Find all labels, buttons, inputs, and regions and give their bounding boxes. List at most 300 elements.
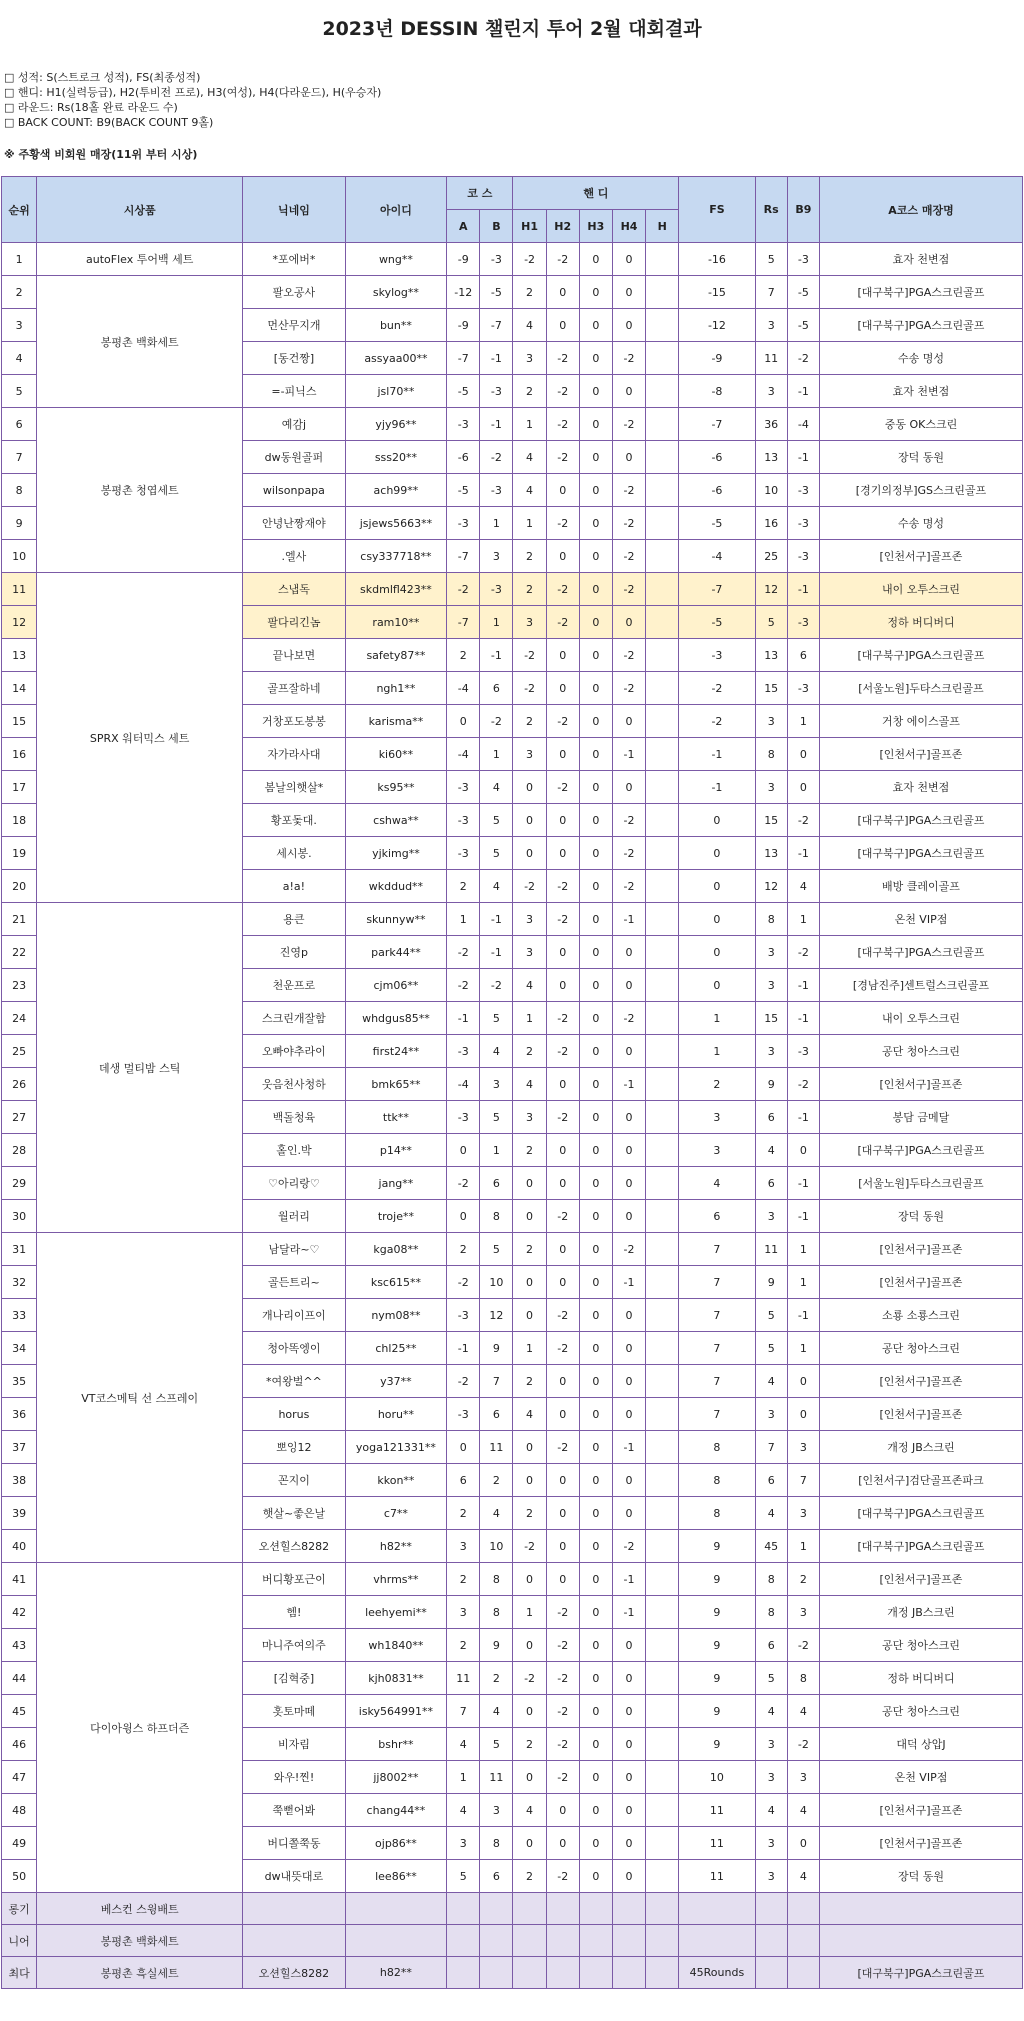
award-row — [2, 1925, 1023, 1957]
rs-cell: 3 — [755, 375, 787, 408]
award-row — [2, 1893, 1023, 1925]
award-empty-cell — [480, 1957, 513, 1989]
b9-cell: 1 — [787, 1332, 819, 1365]
fs-cell: 0 — [679, 969, 755, 1002]
h2-cell: 0 — [546, 540, 579, 573]
nickname-cell: 버디쫄쭉동 — [243, 1827, 346, 1860]
h1-cell: 0 — [513, 1299, 546, 1332]
award-nickname-cell — [243, 1925, 346, 1957]
rs-cell: 4 — [755, 1695, 787, 1728]
h2-cell: -2 — [546, 507, 579, 540]
b9-cell: 3 — [787, 1497, 819, 1530]
rs-cell: 5 — [755, 1332, 787, 1365]
store-cell: [서울노원]두타스크린골프 — [819, 672, 1022, 705]
h-cell — [646, 1761, 679, 1794]
h-cell — [646, 573, 679, 606]
h4-cell: -2 — [612, 474, 645, 507]
h-cell — [646, 804, 679, 837]
a-cell: -5 — [447, 474, 480, 507]
h3-cell: 0 — [579, 936, 612, 969]
award-empty-cell — [579, 1925, 612, 1957]
h1-cell: 2 — [513, 1035, 546, 1068]
legend-handicap: □ 핸디: H1(실력등급), H2(투비전 프로), H3(여성), H4(다라운드), H(우승자) — [4, 86, 382, 99]
fs-cell: 7 — [679, 1299, 755, 1332]
user-id-cell: ks95** — [345, 771, 446, 804]
a-cell: 7 — [447, 1695, 480, 1728]
h3-cell: 0 — [579, 1761, 612, 1794]
b-cell: -3 — [480, 474, 513, 507]
h3-cell: 0 — [579, 1662, 612, 1695]
h2-cell: -2 — [546, 1860, 579, 1893]
h3-cell: 0 — [579, 1068, 612, 1101]
h1-cell: 4 — [513, 1794, 546, 1827]
nickname-cell: 황포돛대. — [243, 804, 346, 837]
table-row — [2, 243, 1023, 276]
user-id-cell: leehyemi** — [345, 1596, 446, 1629]
nickname-cell: 예감j — [243, 408, 346, 441]
nickname-cell: 꼰지이 — [243, 1464, 346, 1497]
b-cell: 6 — [480, 1860, 513, 1893]
rank-cell: 9 — [2, 507, 37, 540]
user-id-cell: whdgus85** — [345, 1002, 446, 1035]
h2-cell: -2 — [546, 1662, 579, 1695]
rank-cell: 31 — [2, 1233, 37, 1266]
h4-cell: -2 — [612, 639, 645, 672]
h1-cell: 0 — [513, 837, 546, 870]
user-id-cell: ram10** — [345, 606, 446, 639]
a-cell: 2 — [447, 1497, 480, 1530]
h3-cell: 0 — [579, 1629, 612, 1662]
user-id-cell: skylog** — [345, 276, 446, 309]
h4-cell: 0 — [612, 1695, 645, 1728]
award-store-cell — [819, 1893, 1022, 1925]
a-cell: -7 — [447, 342, 480, 375]
rs-cell: 3 — [755, 1035, 787, 1068]
h3-cell: 0 — [579, 1794, 612, 1827]
h3-cell: 0 — [579, 1563, 612, 1596]
h2-cell: 0 — [546, 1530, 579, 1563]
rank-cell: 29 — [2, 1167, 37, 1200]
h4-cell: 0 — [612, 606, 645, 639]
h2-cell: 0 — [546, 1827, 579, 1860]
h3-cell: 0 — [579, 1233, 612, 1266]
award-user-id-cell — [345, 1925, 446, 1957]
user-id-cell: yjy96** — [345, 408, 446, 441]
a-cell: -2 — [447, 573, 480, 606]
rs-cell: 7 — [755, 276, 787, 309]
store-cell: [인천서구]검단골프존파크 — [819, 1464, 1022, 1497]
h-cell — [646, 1431, 679, 1464]
b9-cell: -2 — [787, 804, 819, 837]
b9-cell: -3 — [787, 474, 819, 507]
nickname-cell: 먼산무지개 — [243, 309, 346, 342]
store-cell: 소룡 소룡스크린 — [819, 1299, 1022, 1332]
award-empty-cell — [447, 1893, 480, 1925]
rs-cell: 3 — [755, 771, 787, 804]
award-empty-cell — [480, 1893, 513, 1925]
h4-cell: 0 — [612, 1662, 645, 1695]
user-id-cell: wh1840** — [345, 1629, 446, 1662]
a-cell: 6 — [447, 1464, 480, 1497]
a-cell: 2 — [447, 1629, 480, 1662]
a-cell: 1 — [447, 1761, 480, 1794]
rank-cell: 7 — [2, 441, 37, 474]
a-cell: 1 — [447, 903, 480, 936]
a-cell: -1 — [447, 1332, 480, 1365]
fs-cell: -15 — [679, 276, 755, 309]
h3-cell: 0 — [579, 1200, 612, 1233]
h1-cell: 0 — [513, 1695, 546, 1728]
h4-cell: -1 — [612, 1266, 645, 1299]
h4-cell: -2 — [612, 408, 645, 441]
b-cell: 5 — [480, 1002, 513, 1035]
table-row — [2, 1233, 1023, 1266]
b-cell: 5 — [480, 1233, 513, 1266]
h2-cell: -2 — [546, 1728, 579, 1761]
h4-cell: -1 — [612, 1563, 645, 1596]
user-id-cell: safety87** — [345, 639, 446, 672]
h2-cell: -2 — [546, 1101, 579, 1134]
a-cell: -4 — [447, 1068, 480, 1101]
prize-cell: 데생 멀티밤 스틱 — [37, 903, 243, 1233]
rs-cell: 3 — [755, 705, 787, 738]
user-id-cell: cshwa** — [345, 804, 446, 837]
rank-cell: 32 — [2, 1266, 37, 1299]
header-course: 코 스 — [447, 177, 513, 210]
store-cell: [인천서구]골프존 — [819, 1266, 1022, 1299]
h1-cell: 0 — [513, 1563, 546, 1596]
user-id-cell: c7** — [345, 1497, 446, 1530]
h4-cell: 0 — [612, 375, 645, 408]
b9-cell: 0 — [787, 1365, 819, 1398]
h4-cell: -2 — [612, 837, 645, 870]
nickname-cell: 팔다리긴놈 — [243, 606, 346, 639]
h4-cell: -2 — [612, 573, 645, 606]
h-cell — [646, 1497, 679, 1530]
award-label-cell: 니어 — [2, 1925, 37, 1957]
h2-cell: 0 — [546, 969, 579, 1002]
b-cell: -7 — [480, 309, 513, 342]
b9-cell: 0 — [787, 1134, 819, 1167]
b-cell: 8 — [480, 1596, 513, 1629]
b9-cell: 1 — [787, 903, 819, 936]
award-label-cell: 최다 — [2, 1957, 37, 1989]
h4-cell: 0 — [612, 1299, 645, 1332]
h1-cell: 1 — [513, 1002, 546, 1035]
rs-cell: 4 — [755, 1794, 787, 1827]
b9-cell: -2 — [787, 1728, 819, 1761]
b-cell: 8 — [480, 1563, 513, 1596]
nickname-cell: 버디황포근이 — [243, 1563, 346, 1596]
rs-cell: 13 — [755, 837, 787, 870]
fs-cell: 10 — [679, 1761, 755, 1794]
h2-cell: -2 — [546, 375, 579, 408]
a-cell: -3 — [447, 408, 480, 441]
fs-cell: 7 — [679, 1233, 755, 1266]
h3-cell: 0 — [579, 243, 612, 276]
h3-cell: 0 — [579, 1167, 612, 1200]
user-id-cell: csy337718** — [345, 540, 446, 573]
store-cell: [대구북구]PGA스크린골프 — [819, 837, 1022, 870]
a-cell: -2 — [447, 1167, 480, 1200]
b-cell: 5 — [480, 1728, 513, 1761]
nickname-cell: .엘사 — [243, 540, 346, 573]
store-cell: 온천 VIP점 — [819, 1761, 1022, 1794]
rank-cell: 50 — [2, 1860, 37, 1893]
a-cell: -7 — [447, 540, 480, 573]
fs-cell: 0 — [679, 837, 755, 870]
h1-cell: 1 — [513, 507, 546, 540]
award-empty-cell — [755, 1893, 787, 1925]
award-empty-cell — [646, 1893, 679, 1925]
h3-cell: 0 — [579, 606, 612, 639]
h-cell — [646, 1266, 679, 1299]
b9-cell: -1 — [787, 573, 819, 606]
b-cell: 10 — [480, 1530, 513, 1563]
h-cell — [646, 639, 679, 672]
award-prize-cell: 베스컨 스윙배트 — [37, 1893, 243, 1925]
b9-cell: -3 — [787, 672, 819, 705]
h4-cell: 0 — [612, 1035, 645, 1068]
a-cell: -5 — [447, 375, 480, 408]
user-id-cell: cjm06** — [345, 969, 446, 1002]
h2-cell: -2 — [546, 606, 579, 639]
nickname-cell: dw동원골퍼 — [243, 441, 346, 474]
nickname-cell: 개나리이프이 — [243, 1299, 346, 1332]
h-cell — [646, 1200, 679, 1233]
user-id-cell: assyaa00** — [345, 342, 446, 375]
award-row — [2, 1957, 1023, 1989]
b9-cell: -1 — [787, 375, 819, 408]
rank-cell: 48 — [2, 1794, 37, 1827]
h4-cell: 0 — [612, 1794, 645, 1827]
b-cell: 6 — [480, 672, 513, 705]
award-empty-cell — [579, 1957, 612, 1989]
rank-cell: 10 — [2, 540, 37, 573]
rank-cell: 15 — [2, 705, 37, 738]
nickname-cell: 홋토마떼 — [243, 1695, 346, 1728]
h2-cell: -2 — [546, 705, 579, 738]
h1-cell: 2 — [513, 1860, 546, 1893]
user-id-cell: skunnyw** — [345, 903, 446, 936]
nickname-cell: [김혁중] — [243, 1662, 346, 1695]
b-cell: 10 — [480, 1266, 513, 1299]
user-id-cell: sss20** — [345, 441, 446, 474]
h4-cell: 0 — [612, 1827, 645, 1860]
rank-cell: 43 — [2, 1629, 37, 1662]
rs-cell: 15 — [755, 672, 787, 705]
b-cell: 2 — [480, 1464, 513, 1497]
a-cell: 5 — [447, 1860, 480, 1893]
nickname-cell: 와우!찐! — [243, 1761, 346, 1794]
store-cell: 정하 버디버디 — [819, 1662, 1022, 1695]
user-id-cell: kkon** — [345, 1464, 446, 1497]
fs-cell: 0 — [679, 870, 755, 903]
b9-cell: 8 — [787, 1662, 819, 1695]
b9-cell: -1 — [787, 1200, 819, 1233]
h-cell — [646, 375, 679, 408]
b9-cell: 0 — [787, 1398, 819, 1431]
h4-cell: 0 — [612, 969, 645, 1002]
h2-cell: -2 — [546, 408, 579, 441]
store-cell: [경기의정부]GS스크린골프 — [819, 474, 1022, 507]
nickname-cell: 스크린개잘함 — [243, 1002, 346, 1035]
rs-cell: 6 — [755, 1629, 787, 1662]
rank-cell: 39 — [2, 1497, 37, 1530]
h1-cell: 1 — [513, 1332, 546, 1365]
header-h2: H2 — [546, 210, 579, 243]
award-nickname-cell: 오션힐스8282 — [243, 1957, 346, 1989]
store-cell: [대구북구]PGA스크린골프 — [819, 804, 1022, 837]
h-cell — [646, 606, 679, 639]
rs-cell: 10 — [755, 474, 787, 507]
award-empty-cell — [646, 1925, 679, 1957]
prize-cell: VT코스메틱 선 스프레이 — [37, 1233, 243, 1563]
a-cell: -7 — [447, 606, 480, 639]
rs-cell: 3 — [755, 1761, 787, 1794]
rs-cell: 4 — [755, 1497, 787, 1530]
rs-cell: 8 — [755, 738, 787, 771]
h3-cell: 0 — [579, 1134, 612, 1167]
fs-cell: 2 — [679, 1068, 755, 1101]
h1-cell: 2 — [513, 1497, 546, 1530]
nickname-cell: ♡아리랑♡ — [243, 1167, 346, 1200]
user-id-cell: karisma** — [345, 705, 446, 738]
b-cell: 4 — [480, 1497, 513, 1530]
user-id-cell: jsl70** — [345, 375, 446, 408]
fs-cell: 8 — [679, 1464, 755, 1497]
rs-cell: 15 — [755, 1002, 787, 1035]
fs-cell: 3 — [679, 1134, 755, 1167]
b9-cell: 0 — [787, 1827, 819, 1860]
store-cell: 효자 천변점 — [819, 375, 1022, 408]
b-cell: 8 — [480, 1827, 513, 1860]
rs-cell: 8 — [755, 903, 787, 936]
b-cell: 4 — [480, 1695, 513, 1728]
h3-cell: 0 — [579, 276, 612, 309]
store-cell: [인천서구]골프존 — [819, 1794, 1022, 1827]
b9-cell: 7 — [787, 1464, 819, 1497]
h2-cell: -2 — [546, 1200, 579, 1233]
store-cell: [인천서구]골프존 — [819, 1563, 1022, 1596]
h-cell — [646, 1596, 679, 1629]
h1-cell: 3 — [513, 606, 546, 639]
fs-cell: 9 — [679, 1563, 755, 1596]
store-cell: [인천서구]골프존 — [819, 1827, 1022, 1860]
nickname-cell: 용큰 — [243, 903, 346, 936]
user-id-cell: isky564991** — [345, 1695, 446, 1728]
award-empty-cell — [787, 1925, 819, 1957]
b9-cell: -5 — [787, 309, 819, 342]
a-cell: -3 — [447, 771, 480, 804]
nickname-cell: 뽀잉12 — [243, 1431, 346, 1464]
h1-cell: -2 — [513, 639, 546, 672]
user-id-cell: y37** — [345, 1365, 446, 1398]
h2-cell: 0 — [546, 309, 579, 342]
h1-cell: 4 — [513, 309, 546, 342]
b9-cell: 0 — [787, 771, 819, 804]
b-cell: 11 — [480, 1431, 513, 1464]
h-cell — [646, 243, 679, 276]
fs-cell: -7 — [679, 573, 755, 606]
b-cell: 7 — [480, 1365, 513, 1398]
nickname-cell: 쭉뻗어봐 — [243, 1794, 346, 1827]
user-id-cell: nym08** — [345, 1299, 446, 1332]
b9-cell: 4 — [787, 1794, 819, 1827]
h3-cell: 0 — [579, 1464, 612, 1497]
fs-cell: -1 — [679, 738, 755, 771]
header-h: H — [646, 210, 679, 243]
a-cell: -3 — [447, 507, 480, 540]
a-cell: -3 — [447, 837, 480, 870]
b9-cell: 3 — [787, 1761, 819, 1794]
rs-cell: 15 — [755, 804, 787, 837]
rs-cell: 11 — [755, 1233, 787, 1266]
a-cell: -2 — [447, 1365, 480, 1398]
table-header — [2, 177, 1023, 243]
a-cell: -3 — [447, 804, 480, 837]
h3-cell: 0 — [579, 1497, 612, 1530]
rank-cell: 41 — [2, 1563, 37, 1596]
fs-cell: 7 — [679, 1266, 755, 1299]
h4-cell: -2 — [612, 540, 645, 573]
b9-cell: -4 — [787, 408, 819, 441]
nickname-cell: 남달라~♡ — [243, 1233, 346, 1266]
h3-cell: 0 — [579, 1728, 612, 1761]
h4-cell: -1 — [612, 1596, 645, 1629]
store-cell: [대구북구]PGA스크린골프 — [819, 276, 1022, 309]
rs-cell: 9 — [755, 1068, 787, 1101]
fs-cell: -5 — [679, 606, 755, 639]
h-cell — [646, 1233, 679, 1266]
h4-cell: -2 — [612, 672, 645, 705]
fs-cell: 6 — [679, 1200, 755, 1233]
b9-cell: 3 — [787, 1596, 819, 1629]
h1-cell: 0 — [513, 1431, 546, 1464]
b-cell: -1 — [480, 408, 513, 441]
legend-back-count: □ BACK COUNT: B9(BACK COUNT 9홀) — [4, 116, 214, 129]
h4-cell: 0 — [612, 705, 645, 738]
h2-cell: -2 — [546, 903, 579, 936]
b-cell: -3 — [480, 375, 513, 408]
h4-cell: -2 — [612, 1233, 645, 1266]
non-member-note: ※ 주황색 비회원 매장(11위 부터 시상) — [4, 148, 198, 161]
h3-cell: 0 — [579, 507, 612, 540]
nickname-cell: *여왕벌^^ — [243, 1365, 346, 1398]
rs-cell: 3 — [755, 969, 787, 1002]
h-cell — [646, 1365, 679, 1398]
a-cell: 2 — [447, 1563, 480, 1596]
rs-cell: 3 — [755, 1398, 787, 1431]
award-empty-cell — [787, 1957, 819, 1989]
h2-cell: 0 — [546, 1167, 579, 1200]
user-id-cell: jang** — [345, 1167, 446, 1200]
nickname-cell: 비자림 — [243, 1728, 346, 1761]
h1-cell: 4 — [513, 969, 546, 1002]
rs-cell: 3 — [755, 309, 787, 342]
nickname-cell: =-피닉스 — [243, 375, 346, 408]
h4-cell: 0 — [612, 1398, 645, 1431]
store-cell: 정하 버디버디 — [819, 606, 1022, 639]
rank-cell: 35 — [2, 1365, 37, 1398]
h4-cell: 0 — [612, 1365, 645, 1398]
user-id-cell: kjh0831** — [345, 1662, 446, 1695]
award-fs-cell — [679, 1925, 755, 1957]
store-cell: [인천서구]골프존 — [819, 1365, 1022, 1398]
header-b9: B9 — [787, 177, 819, 243]
h2-cell: -2 — [546, 1596, 579, 1629]
a-cell: -1 — [447, 1002, 480, 1035]
